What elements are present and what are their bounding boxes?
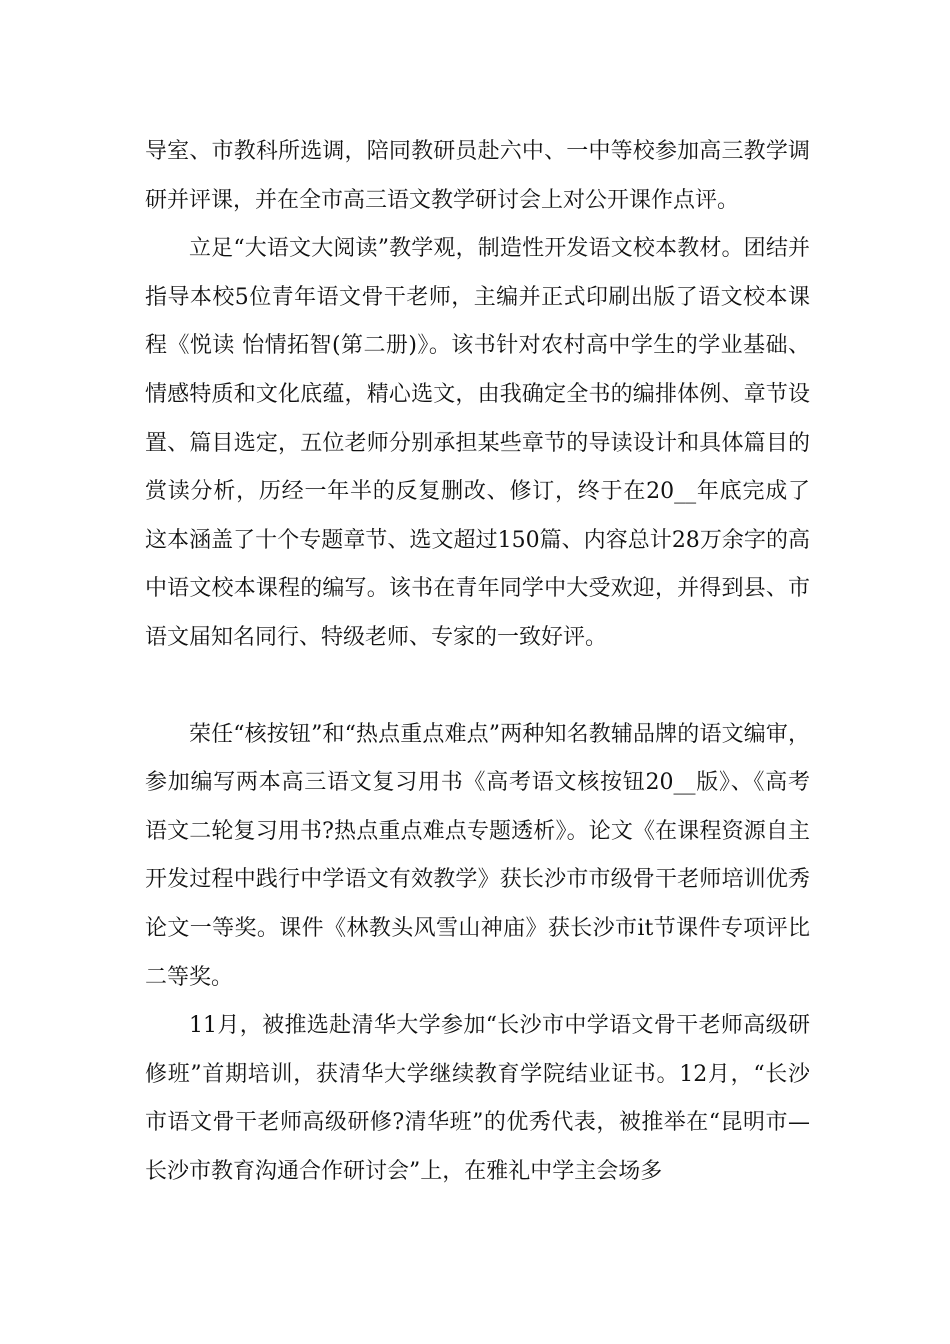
paragraph-continuation: 导室、市教科所选调，陪同教研员赴六中、一中等校参加高三教学调研并评课，并在全市高三语文教学研讨会上对公开课作点评。 <box>145 139 810 213</box>
document-body <box>145 128 810 1196</box>
paragraph-training: 11月，被推选赴清华大学参加“长沙市中学语文骨干老师高级研修班”首期培训，获清华大学继续教育学院结业证书。12月，“长沙市语文骨干老师高级研修?清华班”的优秀代表，被推举在“昆明市—长沙市教育沟通合作研讨会”上，在雅礼中学主会场多 <box>145 1013 810 1184</box>
paragraph-textbook: 立足“大语文大阅读”教学观，制造性开发语文校本教材。团结并指导本校5位青年语文骨干老师，主编并正式印刷出版了语文校本课程《悦读 怡情拓智(第二册)》。该书针对农村高中学生的学业基础、情感特质和文化底蕴，精心选文，由我确定全书的编排体例、章节设置、篇目选定，五位老师分别承担某些章节的导读设计和具体篇目的赏读分析，历经一年半的反复删改、修订，终于在20__年底完成了这本涵盖了十个专题章节、选文超过150篇、内容总计28万余字的高中语文校本课程的编写。该书在青年同学中大受欢迎，并得到县、市语文届知名同行、特级老师、专家的一致好评。 <box>145 236 810 650</box>
paragraph-editorial: 荣任“核按钮”和“热点重点难点”两种知名教辅品牌的语文编审，参加编写两本高三语文复习用书《高考语文核按钮20__版》、《高考语文二轮复习用书?热点重点难点专题透析》。论文《在课程资源自主开发过程中践行中学语文有效教学》获长沙市市级骨干老师培训优秀论文一等奖。课件《林教头风雪山神庙》获长沙市it节课件专项评比二等奖。 <box>145 721 810 990</box>
paragraph-spacer <box>145 663 810 711</box>
